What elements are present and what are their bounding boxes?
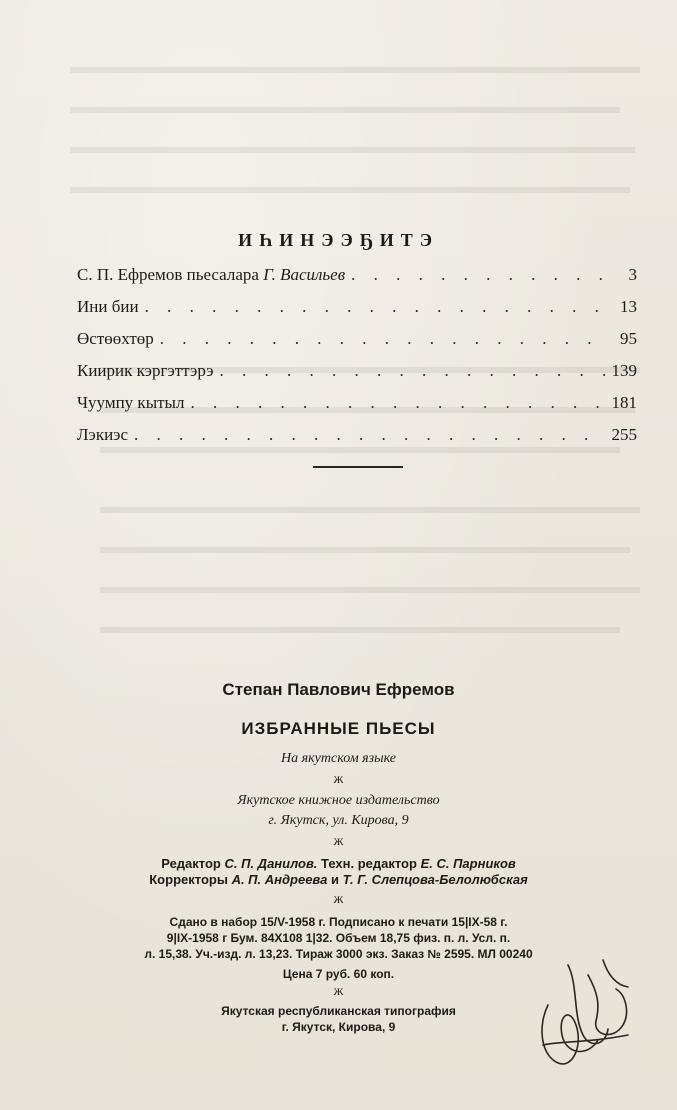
toc-entry-page: 139 xyxy=(611,361,637,380)
toc-leader-dots xyxy=(190,393,605,413)
toc-entry-title: Өстөөхтөр xyxy=(77,329,154,348)
printer-name: Якутская республиканская типография xyxy=(221,1004,456,1018)
toc-entry xyxy=(77,297,637,329)
colophon-price: Цена 7 руб. 60 коп. xyxy=(282,967,395,981)
table-of-contents xyxy=(77,265,637,457)
toc-leader-dots xyxy=(220,361,605,381)
toc-leader-dots xyxy=(134,425,605,445)
toc-entry xyxy=(77,329,637,361)
ornament-icon: ж xyxy=(333,834,344,849)
toc-leader-dots xyxy=(160,329,605,349)
toc-entry-page: 3 xyxy=(628,265,637,284)
colophon-author: Степан Павлович Ефремов xyxy=(222,680,455,699)
colophon-book-title: ИЗБРАННЫЕ ПЬЕСЫ xyxy=(241,719,436,738)
toc-entry-title: С. П. Ефремов пьесалара Г. Васильев xyxy=(77,265,346,284)
handwritten-signature xyxy=(528,945,638,1075)
ornament-icon: ж xyxy=(333,892,344,907)
toc-entry xyxy=(77,393,637,425)
toc-entry-page: 13 xyxy=(620,297,637,316)
toc-entry-title: Чуумпу кытыл xyxy=(77,393,185,412)
ornament-icon: ж xyxy=(333,984,344,999)
colophon-credits xyxy=(0,856,677,888)
imprint-line: л. 15,38. Уч.-изд. л. 13,23. Тираж 3000 экз. Заказ № 2595. МЛ 00240 xyxy=(144,947,533,961)
colophon-publisher-address: г. Якутск, ул. Кирова, 9 xyxy=(268,813,409,828)
imprint-line: Сдано в набор 15/V-1958 г. Подписано к печати 15|IX-58 г. xyxy=(169,915,508,929)
toc-leader-dots xyxy=(351,265,605,285)
toc-entry-page: 181 xyxy=(611,393,637,412)
toc-entry-title: Ини бии xyxy=(77,297,139,316)
toc-entry-page: 95 xyxy=(620,329,637,348)
toc-entry xyxy=(77,265,637,297)
toc-entry xyxy=(77,425,637,457)
colophon-publisher: Якутское книжное издательство xyxy=(237,793,440,808)
editors-line: Редактор С. П. Данилов. Техн. редактор Е. С. Парников xyxy=(161,856,516,871)
colophon-language: На якутском языке xyxy=(281,751,396,766)
toc-heading: ИҺИНЭЭҔИТЭ xyxy=(238,230,439,250)
toc-entry-page: 255 xyxy=(611,425,637,444)
toc-entry-title: Лэкиэс xyxy=(77,425,129,444)
imprint-line: 9|IX-1958 г Бум. 84X108 1|32. Объем 18,75 физ. п. л. Усл. п. xyxy=(166,931,511,945)
toc-entry xyxy=(77,361,637,393)
toc-leader-dots xyxy=(145,297,605,317)
toc-entry-title: Киирик кэргэттэрэ xyxy=(77,361,214,380)
ornament-icon: ж xyxy=(333,772,344,787)
divider-rule xyxy=(313,466,403,468)
correctors-line: Корректоры А. П. Андреева и Т. Г. Слепцова-Белолюбская xyxy=(149,872,528,887)
toc-entry-author: Г. Васильев xyxy=(263,265,346,284)
printer-address: г. Якутск, Кирова, 9 xyxy=(281,1020,396,1034)
